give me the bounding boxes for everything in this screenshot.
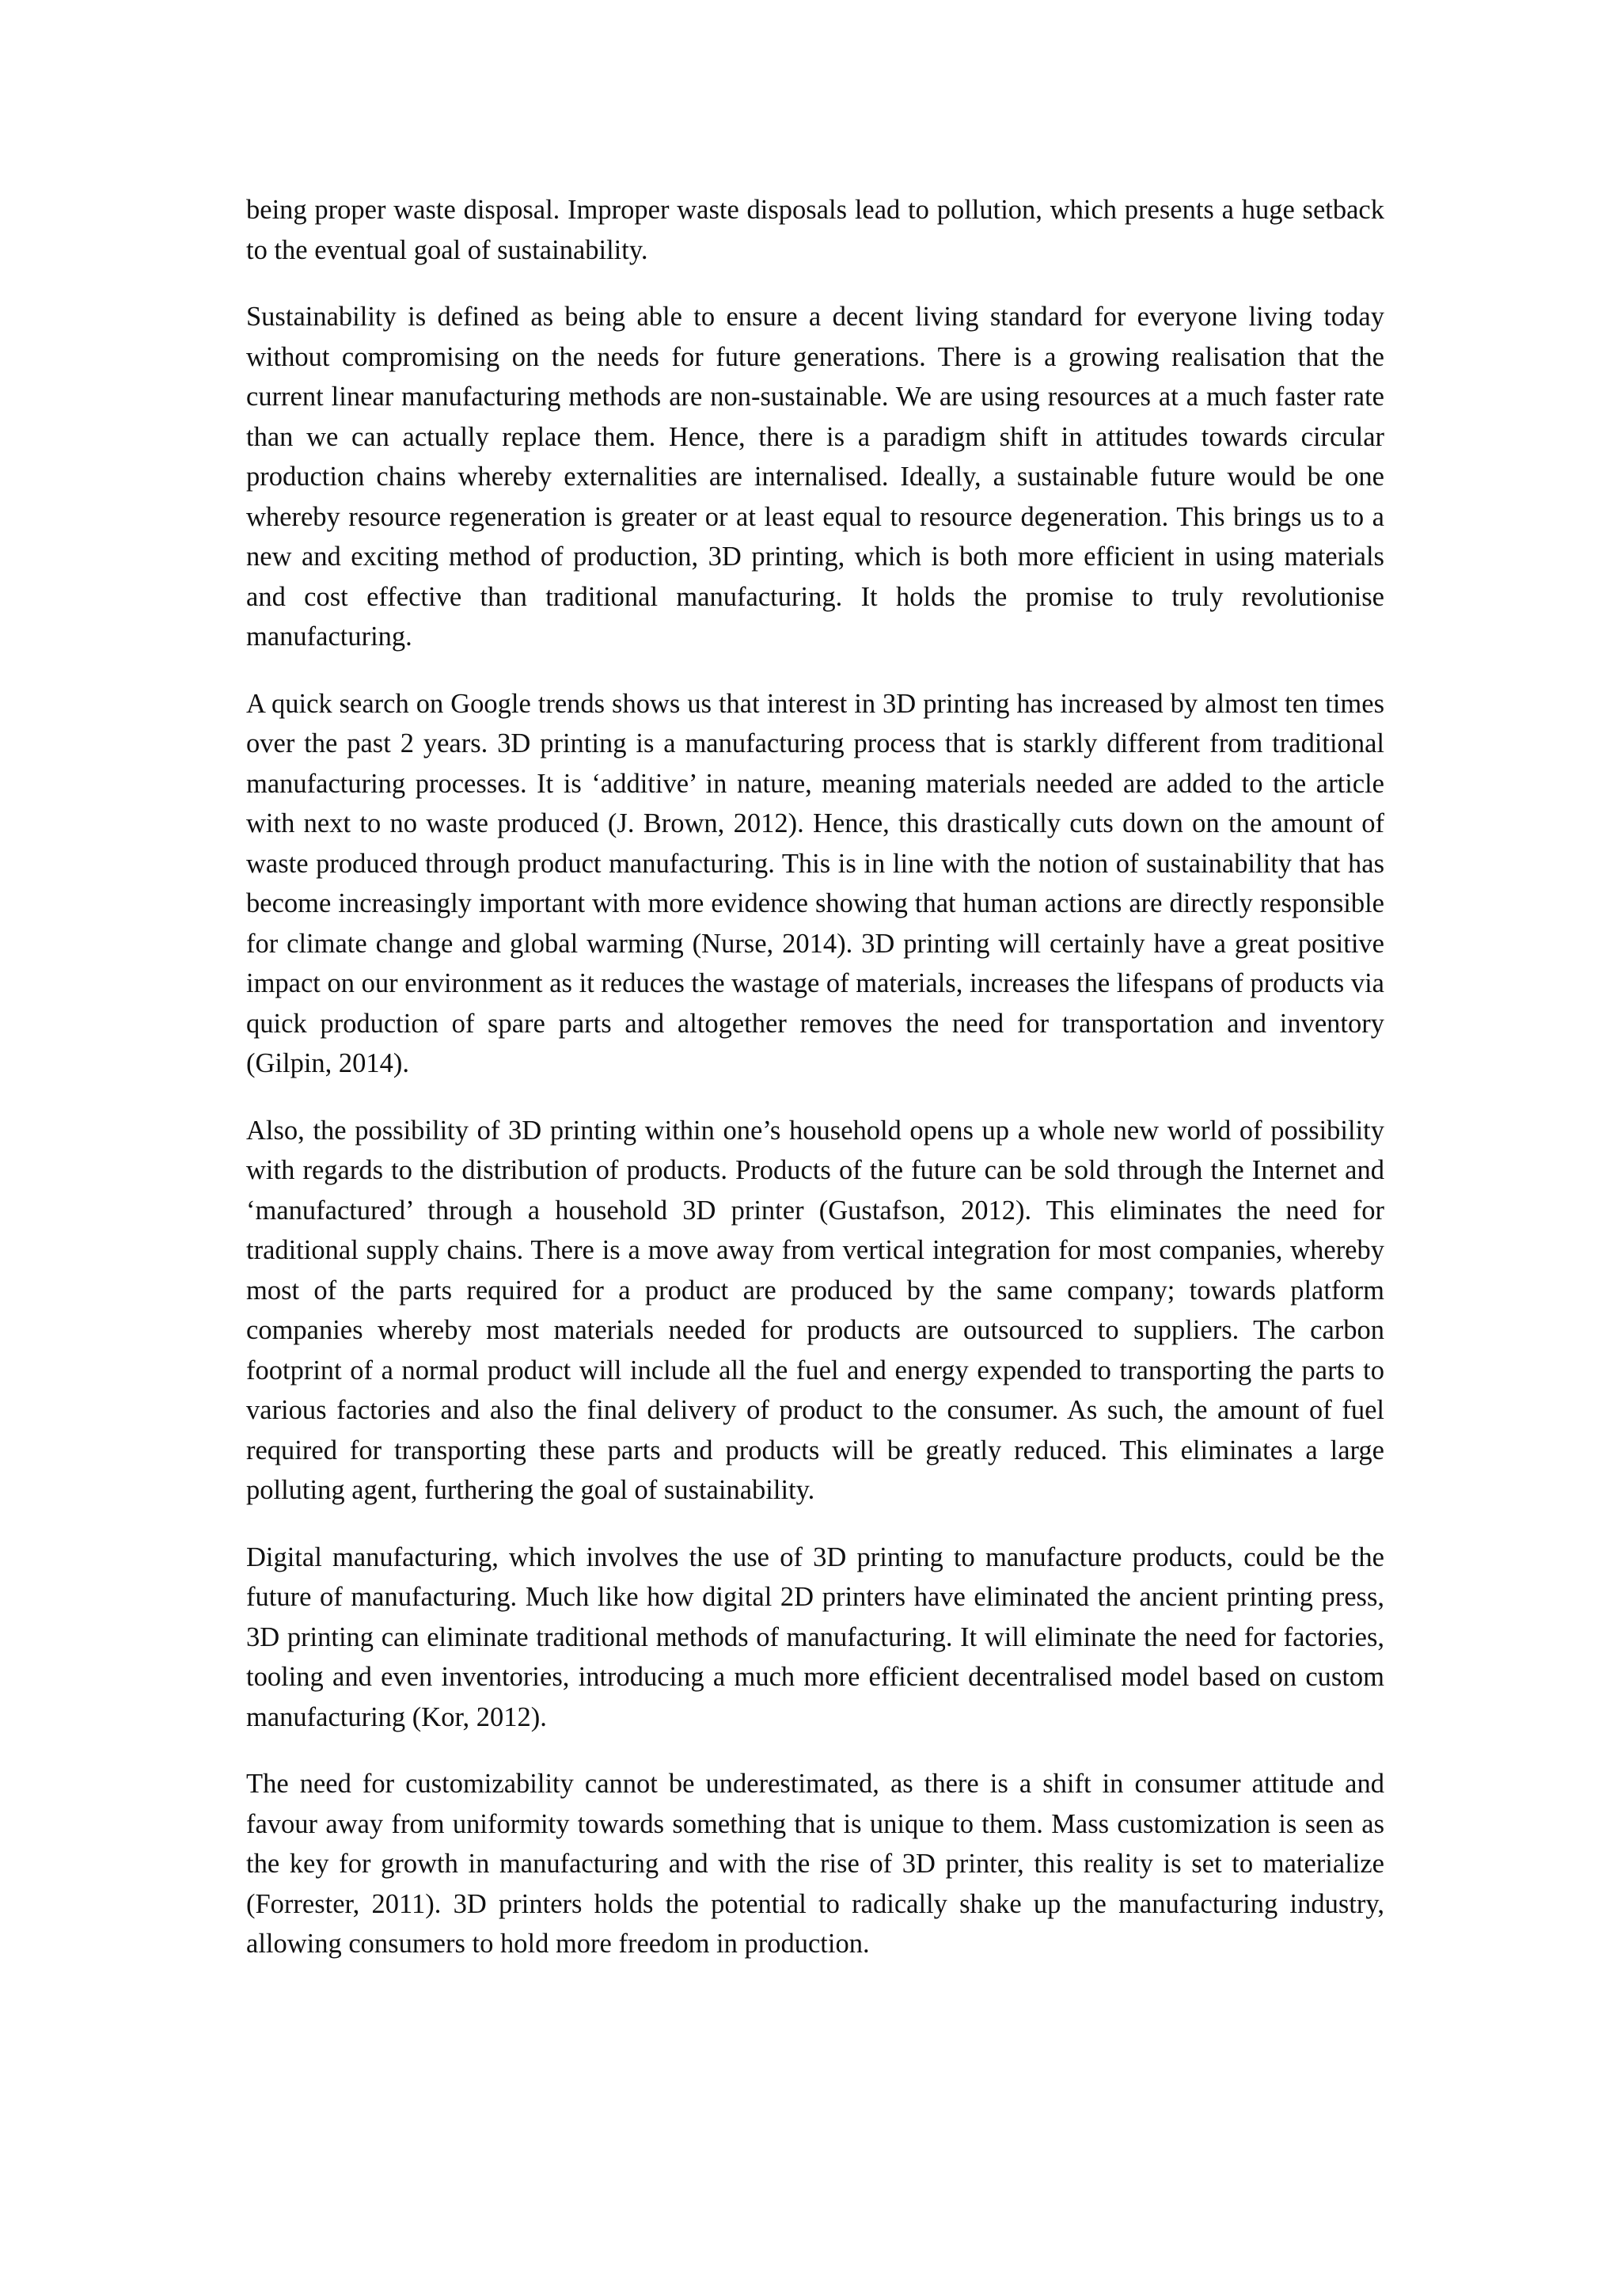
paragraph-household-printing: Also, the possibility of 3D printing within one’s household opens up a whole new world of possibility with regards to the distribution of products. Products of the future can be sold through the Internet and ‘manufactured’ through a household 3D printer (Gustafson, 2012). This eliminates the need for traditional supply chains. There is a move away from vertical integration for most companies, whereby most of the parts required for a product are produced by the same company; towards platform companies whereby most materials needed for products are outsourced to suppliers. The carbon footprint of a normal product will include all the fuel and energy expended to transporting the parts to various factories and also the final delivery of product to the consumer. As such, the amount of fuel required for transporting these parts and products will be greatly reduced. This eliminates a large polluting agent, furthering the goal of sustainability.	[246, 1115, 1384, 1505]
paragraph-digital-manufacturing: Digital manufacturing, which involves the use of 3D printing to manufacture products, could be the future of manufacturing. Much like how digital 2D printers have eliminated the ancient printing press, 3D printing can eliminate traditional methods of manufacturing. It will eliminate the need for factories, tooling and even inventories, introducing a much more efficient decentralised model based on custom manufacturing (Kor, 2012).	[246, 1541, 1384, 1732]
paragraph-waste-disposal: being proper waste disposal. Improper waste disposals lead to pollution, which presents a huge setback to the eventual goal of sustainability.	[246, 195, 1384, 265]
body-text	[246, 190, 1384, 1964]
paragraph-sustainability: Sustainability is defined as being able to ensure a decent living standard for everyone living today without compromising on the needs for future generations. There is a growing realisation that the current linear manufacturing methods are non-sustainable. We are using resources at a much faster rate than we can actually replace them. Hence, there is a paradigm shift in attitudes towards circular production chains whereby externalities are internalised. Ideally, a sustainable future would be one whereby resource regeneration is greater or at least equal to resource degeneration. This brings us to a new and exciting method of production, 3D printing, which is both more efficient in using materials and cost effective than traditional manufacturing. It holds the promise to truly revolutionise manufacturing.	[246, 302, 1384, 652]
paragraph-3d-printing-trends: A quick search on Google trends shows us that interest in 3D printing has increased by almost ten times over the past 2 years. 3D printing is a manufacturing process that is starkly different from traditional manufacturing processes. It is ‘additive’ in nature, meaning materials needed are added to the article with next to no waste produced (J. Brown, 2012). Hence, this drastically cuts down on the amount of waste produced through product manufacturing. This is in line with the notion of sustainability that has become increasingly important with more evidence showing that human actions are directly responsible for climate change and global warming (Nurse, 2014). 3D printing will certainly have a great positive impact on our environment as it reduces the wastage of materials, increases the lifespans of products via quick production of spare parts and altogether removes the need for transportation and inventory (Gilpin, 2014).	[246, 688, 1384, 1078]
paragraph-customizability: The need for customizability cannot be underestimated, as there is a shift in consumer attitude and favour away from uniformity towards something that is unique to them. Mass customization is seen as the key for growth in manufacturing and with the rise of 3D printer, this reality is set to materialize (Forrester, 2011). 3D printers holds the potential to radically shake up the manufacturing industry, allowing consumers to hold more freedom in production.	[246, 1769, 1384, 1959]
